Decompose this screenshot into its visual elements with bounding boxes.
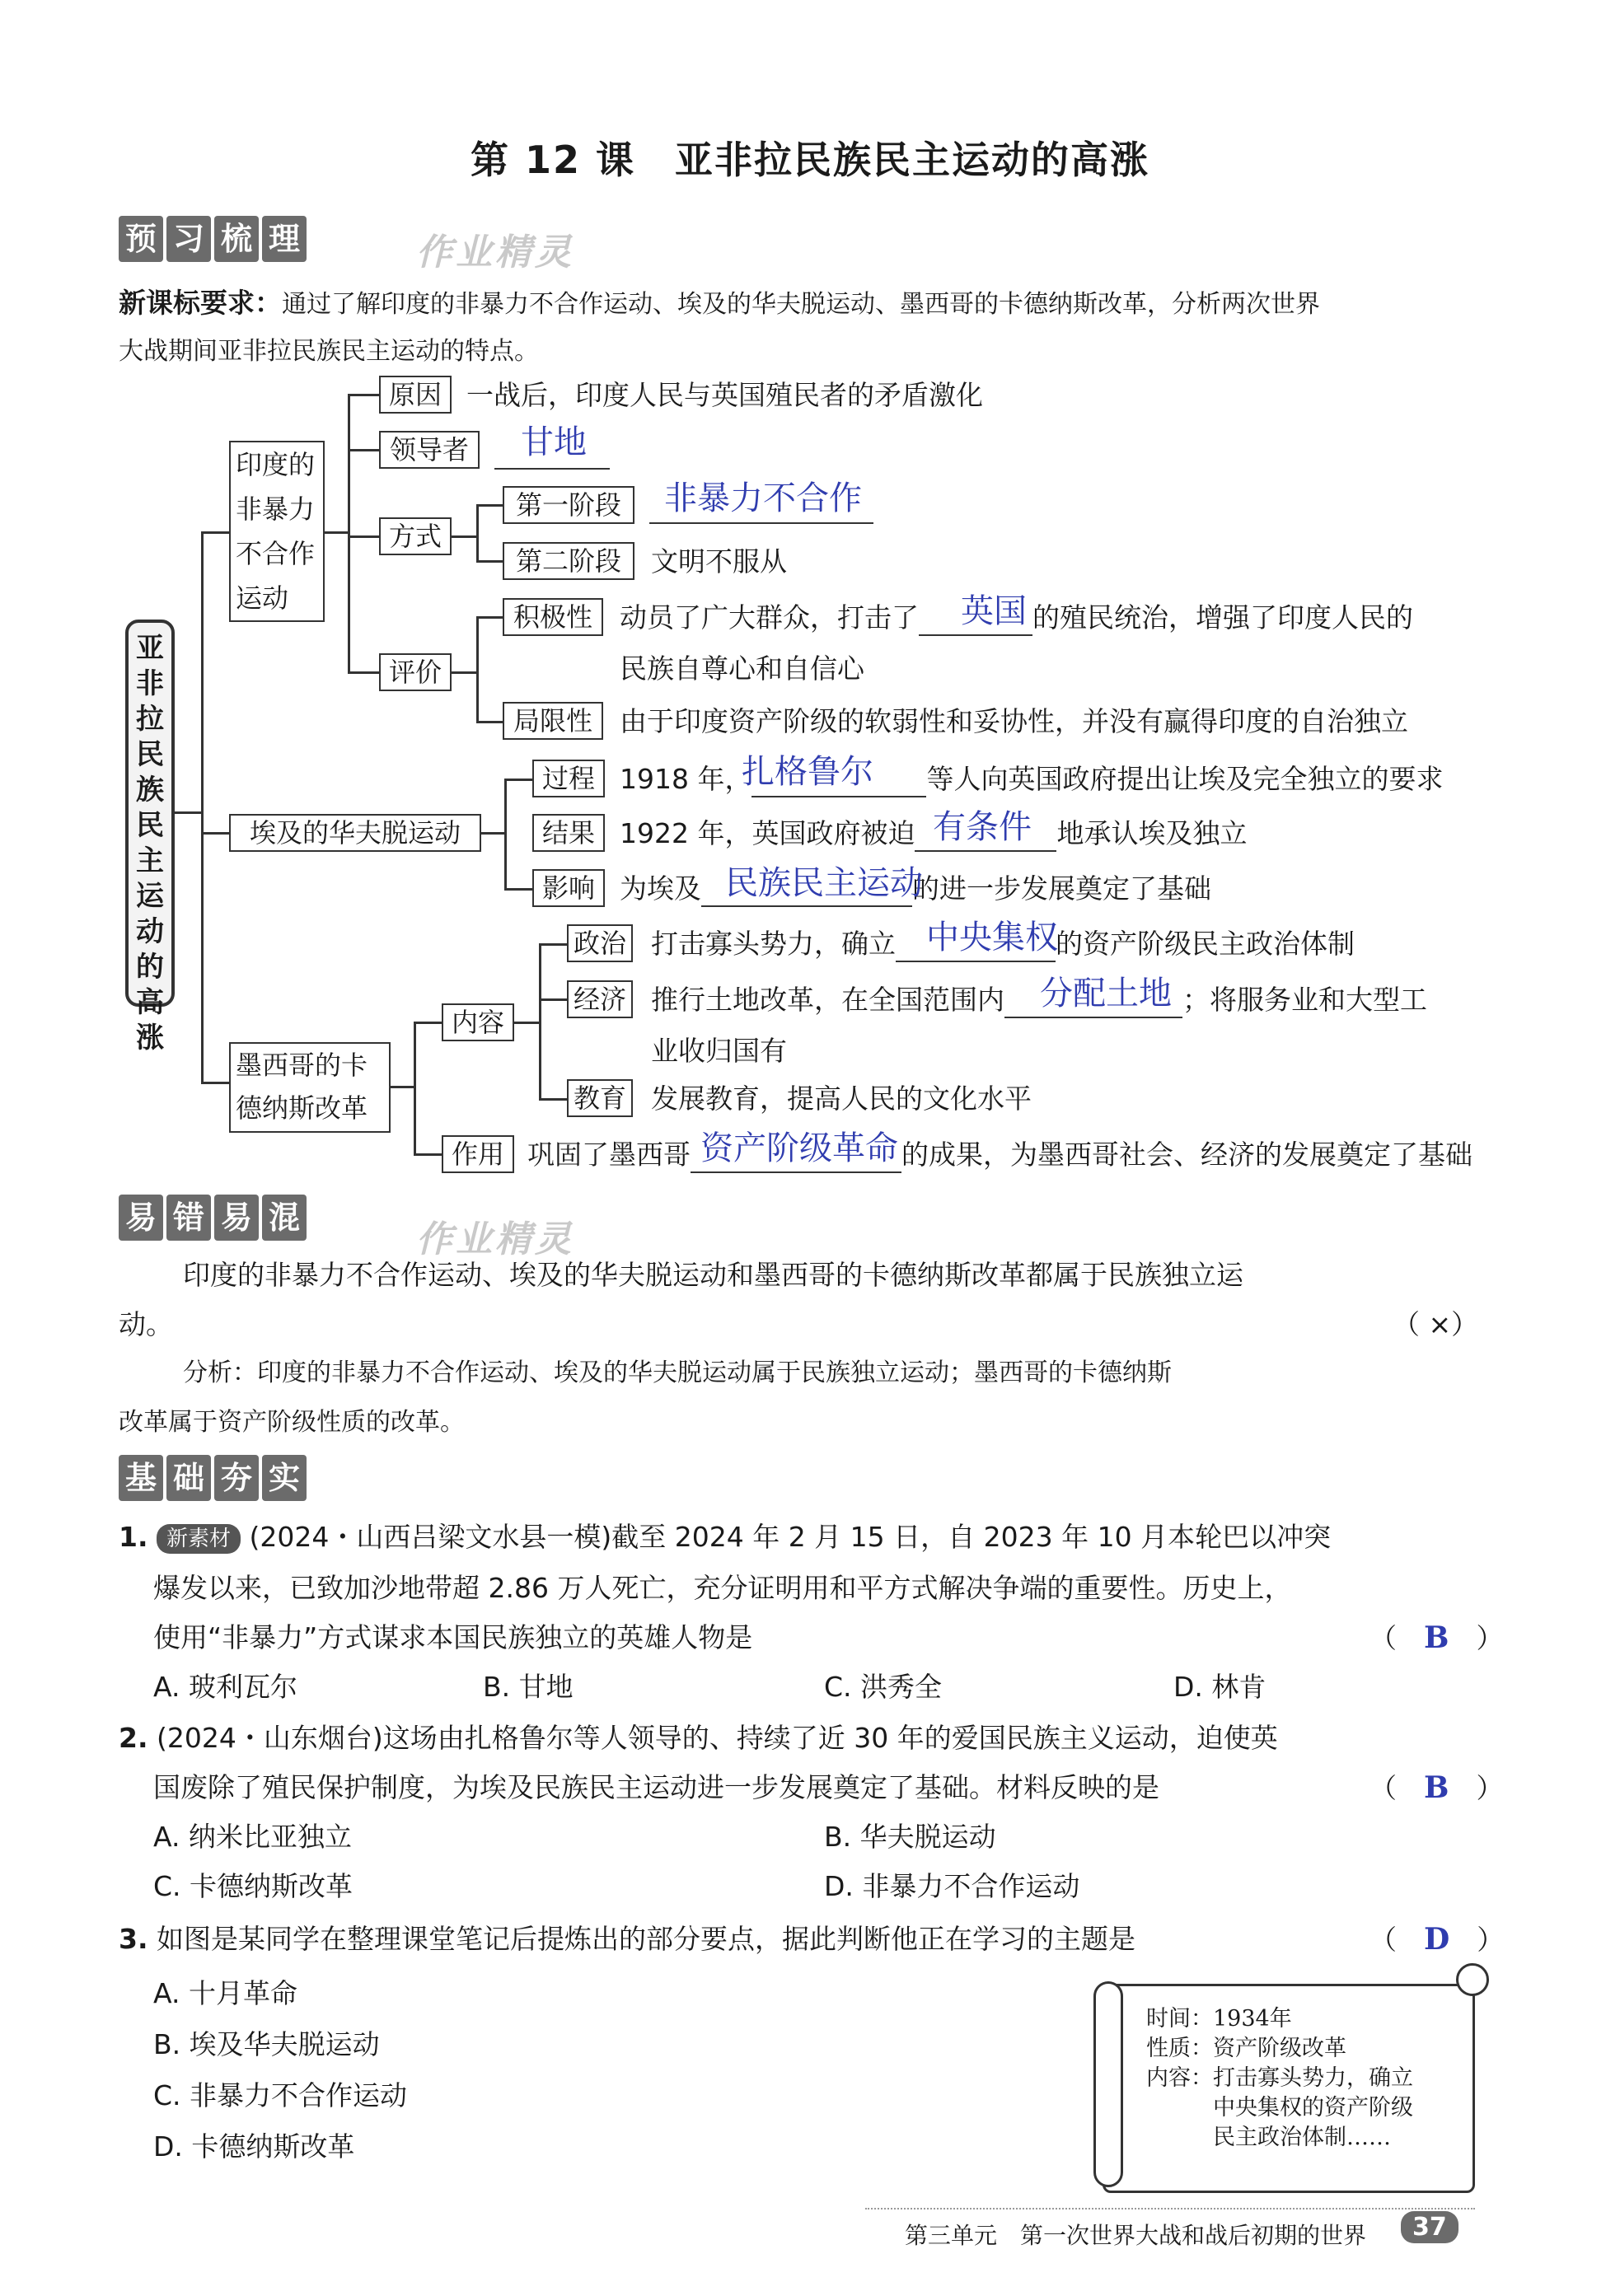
politics-pre: 打击寡头势力，确立 xyxy=(651,928,896,960)
node-result: 结果 xyxy=(532,814,605,852)
answer-impact: 民族民主运动 xyxy=(725,864,923,902)
q3-option-d: D. 卡德纳斯改革 xyxy=(153,2130,355,2163)
section-char: 预 xyxy=(119,216,163,262)
watermark: 作业精灵 xyxy=(416,231,574,274)
answer-leader: 甘地 xyxy=(521,423,587,461)
process-post: 等人向英国政府提出让埃及完全独立的要求 xyxy=(926,763,1444,795)
section-char: 基 xyxy=(119,1455,163,1501)
answer-result: 有条件 xyxy=(933,808,1032,846)
scroll-roll-left xyxy=(1093,1981,1123,2187)
q3-number: 3. xyxy=(119,1923,148,1955)
section-preview-header xyxy=(119,216,307,262)
q1-line3: 使用“非暴力”方式谋求本国民族独立的英雄人物是 xyxy=(153,1621,753,1653)
section-char: 础 xyxy=(166,1455,211,1501)
q3-option-b: B. 埃及华夫脱运动 xyxy=(153,2028,380,2060)
connector xyxy=(504,779,507,890)
q1-line1: (2024・山西吕梁文水县一模)截至 2024 年 2 月 15 日，自 2023 年 10 月本轮巴以冲突 xyxy=(249,1521,1332,1553)
education-text: 发展教育，提高人民的文化水平 xyxy=(651,1083,1032,1115)
connector xyxy=(504,779,534,781)
connector xyxy=(175,811,203,814)
q2-answer-bracket: （ B ） xyxy=(1370,1770,1504,1805)
q2-number: 2. xyxy=(119,1722,148,1754)
scroll-figure xyxy=(1103,1984,1475,2193)
question-1 xyxy=(119,1513,1503,1562)
reason-text: 一战后，印度人民与英国殖民者的矛盾激化 xyxy=(466,379,983,411)
economy-post: ；将服务业和大型工 xyxy=(1182,984,1427,1016)
node-stage1: 第一阶段 xyxy=(503,486,634,524)
q3-line1: 如图是某同学在整理课堂笔记后提炼出的部分要点，据此判断他正在学习的主题是 xyxy=(157,1923,1135,1955)
connector xyxy=(348,535,379,538)
india-line: 不合作 xyxy=(236,538,316,569)
node-education: 教育 xyxy=(567,1079,633,1117)
scroll-content-l2: 中央集权的资产阶级 xyxy=(1213,2095,1413,2121)
connector xyxy=(348,394,350,674)
watermark: 作业精灵 xyxy=(416,1218,574,1260)
root-label: 亚非拉民族民主运动的高涨 xyxy=(136,632,164,1054)
connector xyxy=(201,531,231,534)
impact-pre: 为埃及 xyxy=(620,872,701,905)
effect-text xyxy=(527,1137,1473,1173)
q2-answer: B xyxy=(1424,1770,1449,1805)
india-line: 运动 xyxy=(236,582,289,614)
q2-option-c: C. 卡德纳斯改革 xyxy=(153,1870,353,1902)
economy-text xyxy=(651,982,1427,1018)
scroll-content-label: 内容： xyxy=(1146,2065,1213,2091)
scroll-time-label: 时间： xyxy=(1146,2006,1213,2032)
q1-option-b: B. 甘地 xyxy=(483,1671,574,1703)
section-char: 易 xyxy=(214,1195,259,1241)
connector xyxy=(476,560,504,563)
connector xyxy=(201,832,231,835)
standard-text-2: 大战期间亚非拉民族民主运动的特点。 xyxy=(119,337,539,366)
node-positive: 积极性 xyxy=(503,598,603,636)
q3-answer: D xyxy=(1424,1922,1450,1957)
connector xyxy=(539,943,569,946)
section-char: 错 xyxy=(166,1195,211,1241)
footer-unit: 第三单元 第一次世界大战和战后初期的世界 xyxy=(905,2222,1367,2249)
connector xyxy=(539,998,569,1001)
node-mexico xyxy=(229,1042,391,1133)
page-title: 第 12 课 亚非拉民族民主运动的高涨 xyxy=(470,138,1150,182)
standard-label: 新课标要求： xyxy=(119,287,282,319)
section-char: 习 xyxy=(166,216,211,262)
node-politics: 政治 xyxy=(567,924,633,962)
node-evaluation: 评价 xyxy=(379,653,452,691)
result-pre: 1922 年，英国政府被迫 xyxy=(620,817,915,849)
answer-stage1: 非暴力不合作 xyxy=(664,479,862,517)
connector xyxy=(539,943,541,1100)
scroll-roll-right xyxy=(1456,1963,1489,1996)
scroll-content-l1: 打击寡头势力，确立 xyxy=(1213,2065,1413,2091)
effect-post: 的成果，为墨西哥社会、经济的发展奠定了基础 xyxy=(901,1139,1473,1171)
q1-answer: B xyxy=(1424,1620,1449,1655)
answer-positive: 英国 xyxy=(961,592,1027,630)
connector xyxy=(514,1022,541,1024)
new-material-tag: 新素材 xyxy=(157,1524,241,1554)
connector xyxy=(504,888,534,891)
scroll-time-value: 1934年 xyxy=(1213,2006,1292,2032)
economy-line2: 业收归国有 xyxy=(651,1035,787,1067)
india-line: 印度的 xyxy=(236,449,316,480)
node-method: 方式 xyxy=(379,517,452,555)
connector xyxy=(476,616,479,723)
scroll-nature-label: 性质： xyxy=(1146,2036,1213,2061)
connector xyxy=(414,1153,443,1156)
q2-line1: (2024・山东烟台)这场由扎格鲁尔等人领导的、持续了近 30 年的爱国民族主义运动，迫使英 xyxy=(157,1722,1278,1754)
economy-pre: 推行土地改革，在全国范围内 xyxy=(651,984,1004,1016)
node-limitation: 局限性 xyxy=(503,702,603,740)
mindmap-root xyxy=(125,620,175,1054)
q1-answer-bracket: （ B ） xyxy=(1370,1620,1504,1655)
connector xyxy=(452,535,478,538)
limitation-text: 由于印度资产阶级的软弱性和妥协性，并没有赢得印度的自治独立 xyxy=(620,705,1408,737)
q1-option-a: A. 玻利瓦尔 xyxy=(153,1671,297,1703)
effect-pre: 巩固了墨西哥 xyxy=(527,1139,691,1171)
scroll-content-l3: 民主政治体制…… xyxy=(1213,2125,1391,2150)
section-char: 混 xyxy=(262,1195,307,1241)
error-mark: （ ×） xyxy=(1393,1308,1479,1340)
stage2-text: 文明不服从 xyxy=(651,545,787,578)
node-effect: 作用 xyxy=(442,1135,514,1173)
error-line-2: 动。 xyxy=(119,1308,173,1340)
error-analysis-1: 分析：印度的非暴力不合作运动、埃及的华夫脱运动属于民族独立运动；墨西哥的卡德纳斯 xyxy=(183,1358,1172,1387)
positive-pre: 动员了广大群众，打击了 xyxy=(620,601,919,634)
q1-line2: 爆发以来，已致加沙地带超 2.86 万人死亡，充分证明用和平方式解决争端的重要性。历史上， xyxy=(153,1572,1292,1604)
answer-politics: 中央集权 xyxy=(926,919,1058,956)
node-economy: 经济 xyxy=(567,980,633,1018)
connector xyxy=(476,721,504,723)
node-process: 过程 xyxy=(532,760,605,797)
section-char: 理 xyxy=(262,216,307,262)
q2-line2: 国废除了殖民保护制度，为埃及民族民主运动进一步发展奠定了基础。材料反映的是 xyxy=(153,1771,1159,1803)
q3-option-a: A. 十月革命 xyxy=(153,1977,297,2009)
connector xyxy=(348,449,379,451)
node-egypt: 埃及的华夫脱运动 xyxy=(229,814,481,852)
error-analysis-2: 改革属于资产阶级性质的改革。 xyxy=(119,1408,465,1437)
connector xyxy=(201,531,204,1083)
node-leader: 领导者 xyxy=(379,431,480,469)
page-number-badge xyxy=(1401,2211,1458,2243)
connector xyxy=(325,531,349,534)
q3-answer-bracket: （ D ） xyxy=(1370,1922,1505,1957)
connector xyxy=(414,1022,443,1024)
positive-line2: 民族自尊心和自信心 xyxy=(620,652,864,685)
connector xyxy=(476,504,479,562)
section-errors-header xyxy=(119,1195,307,1241)
result-post: 地承认埃及独立 xyxy=(1056,817,1248,849)
node-india xyxy=(229,441,325,622)
standard-requirement xyxy=(119,278,1519,329)
answer-process: 扎格鲁尔 xyxy=(742,753,873,791)
scroll-content xyxy=(1146,2004,1413,2153)
answer-economy: 分配土地 xyxy=(1040,975,1172,1012)
connector xyxy=(476,616,504,619)
q1-number: 1. xyxy=(119,1521,148,1553)
mexico-line: 德纳斯改革 xyxy=(236,1092,368,1124)
section-basics-header xyxy=(119,1455,307,1501)
q2-option-a: A. 纳米比亚独立 xyxy=(153,1821,352,1853)
q2-option-b: B. 华夫脱运动 xyxy=(824,1821,996,1853)
section-char: 梳 xyxy=(214,216,259,262)
page-number: 37 xyxy=(1401,2211,1458,2243)
connector xyxy=(391,1086,415,1088)
connector xyxy=(201,1082,231,1084)
q2-option-d: D. 非暴力不合作运动 xyxy=(824,1870,1080,1902)
connector xyxy=(539,1098,569,1101)
q1-option-d: D. 林肯 xyxy=(1173,1671,1267,1703)
question-3 xyxy=(119,1915,1135,1964)
footer-rule xyxy=(865,2208,1475,2209)
q3-option-c: C. 非暴力不合作运动 xyxy=(153,2079,408,2111)
connector xyxy=(414,1022,416,1155)
connector xyxy=(348,394,379,396)
section-char: 易 xyxy=(119,1195,163,1241)
impact-post: 的进一步发展奠定了基础 xyxy=(912,872,1211,905)
error-line-1: 印度的非暴力不合作运动、埃及的华夫脱运动和墨西哥的卡德纳斯改革都属于民族独立运 xyxy=(183,1259,1243,1291)
mexico-line: 墨西哥的卡 xyxy=(236,1050,368,1081)
process-pre: 1918 年， xyxy=(620,763,752,795)
node-reason: 原因 xyxy=(379,376,452,414)
q1-option-c: C. 洪秀全 xyxy=(824,1671,943,1703)
connector xyxy=(452,671,478,674)
connector xyxy=(481,832,506,835)
node-stage2: 第二阶段 xyxy=(503,542,634,580)
node-content: 内容 xyxy=(442,1003,514,1041)
positive-post: 的殖民统治，增强了印度人民的 xyxy=(1032,601,1413,634)
section-char: 实 xyxy=(262,1455,307,1501)
question-2 xyxy=(119,1714,1278,1763)
connector xyxy=(476,504,504,507)
answer-effect: 资产阶级革命 xyxy=(700,1129,898,1167)
politics-post: 的资产阶级民主政治体制 xyxy=(1056,928,1355,960)
india-line: 非暴力 xyxy=(236,493,316,525)
standard-text-1: 通过了解印度的非暴力不合作运动、埃及的华夫脱运动、墨西哥的卡德纳斯改革，分析两次世界 xyxy=(282,290,1320,319)
section-char: 夯 xyxy=(214,1455,259,1501)
scroll-nature-value: 资产阶级改革 xyxy=(1213,2036,1346,2061)
connector xyxy=(348,671,379,674)
node-impact: 影响 xyxy=(532,869,605,907)
